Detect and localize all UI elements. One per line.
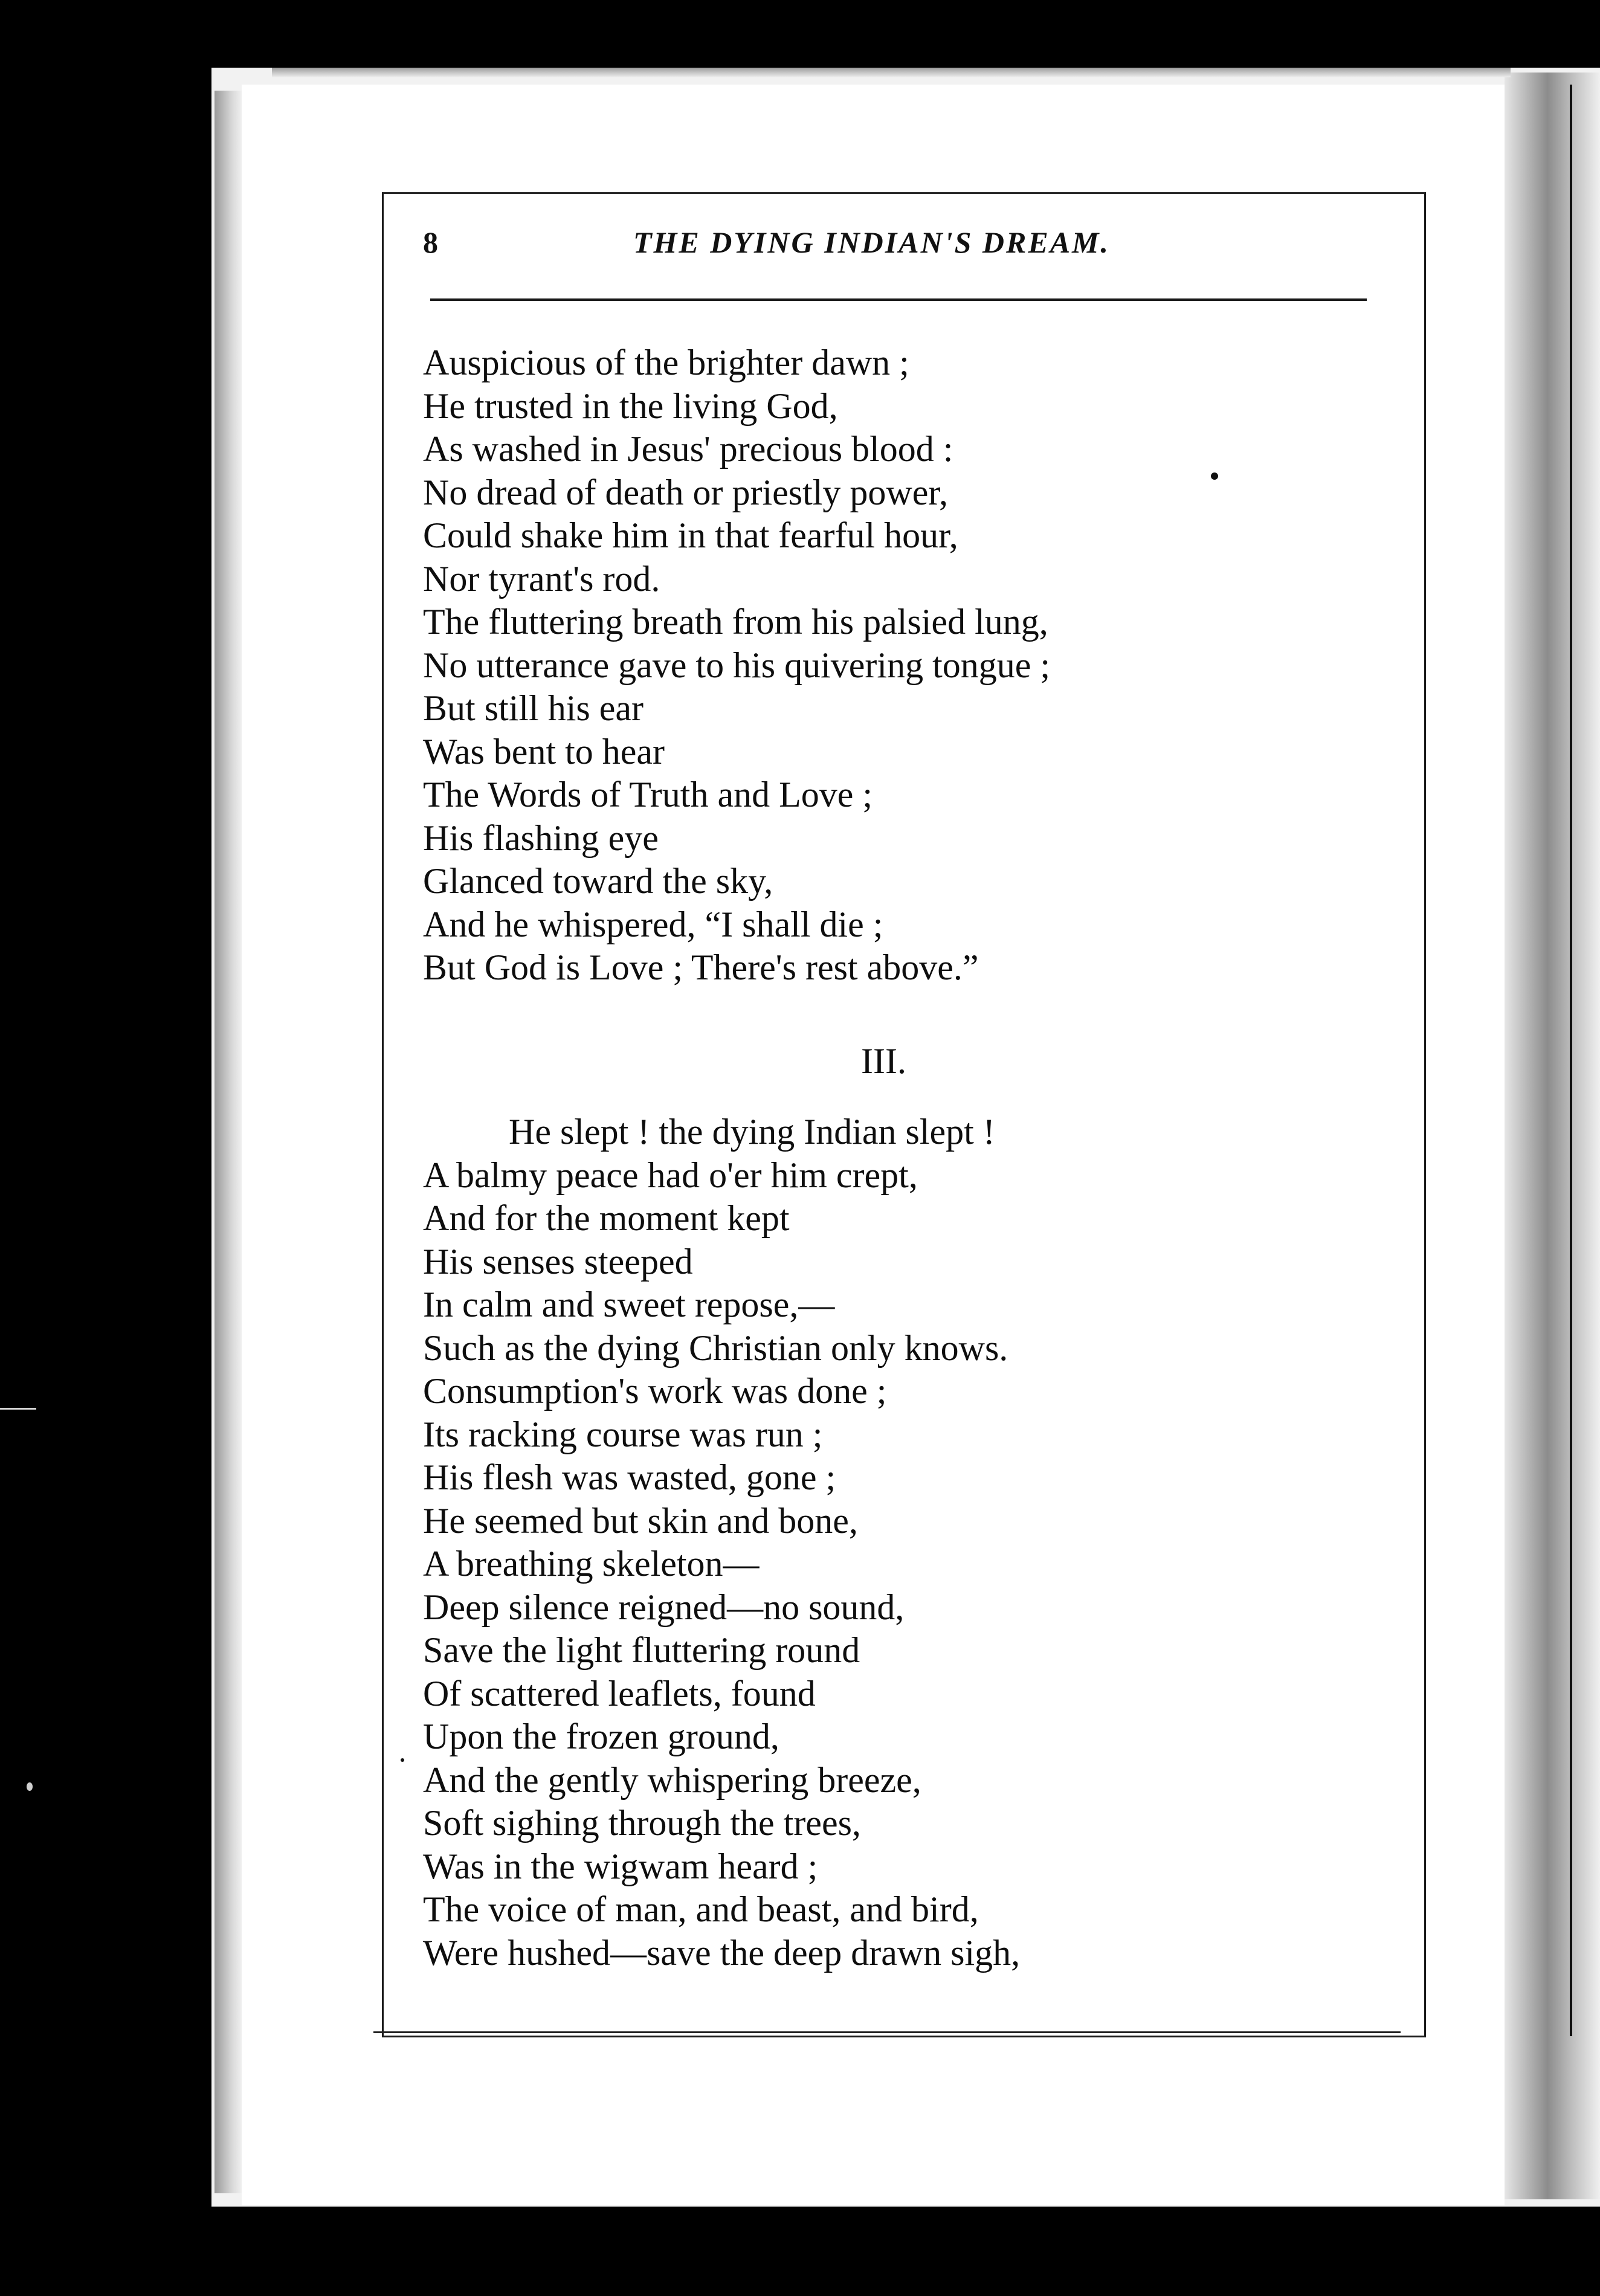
poem-stanza-three <box>423 1111 1269 1975</box>
poem-line: Its racking course was run ; <box>423 1414 823 1454</box>
poem-line: But God is Love ; There's rest above.” <box>423 947 979 987</box>
poem-line: Nor tyrant's rod. <box>423 558 660 599</box>
ink-speck <box>1211 472 1218 480</box>
left-margin-mark <box>0 1408 36 1410</box>
poem-line: He slept ! the dying Indian slept ! <box>509 1112 995 1152</box>
poem-line: Glanced toward the sky, <box>423 861 773 901</box>
poem-line: His flashing eye <box>423 817 659 858</box>
poem-line: Save the light fluttering round <box>423 1630 860 1670</box>
poem-line: And the gently whispering breeze, <box>423 1759 921 1800</box>
poem-line: Auspicious of the brighter dawn ; <box>423 343 909 382</box>
poem-line: Consumption's work was done ; <box>423 1371 887 1411</box>
right-edge-line <box>1570 85 1572 2036</box>
head-rule <box>430 298 1367 301</box>
poem-line: Of scattered leaflets, found <box>423 1673 816 1714</box>
poem-line: No utterance gave to his quivering tongue ; <box>423 645 1051 685</box>
poem-stanza-continued <box>423 341 1269 990</box>
poem-line: Was bent to hear <box>423 731 665 772</box>
poem-line: His flesh was wasted, gone ; <box>423 1457 836 1497</box>
ink-speck <box>27 1782 33 1791</box>
section-number: III. <box>861 1041 906 1081</box>
poem-line: Deep silence reigned—no sound, <box>423 1587 905 1627</box>
right-page-edge <box>1505 73 1600 2199</box>
binding-shadow <box>215 91 244 2193</box>
ink-speck <box>401 1758 404 1762</box>
poem-line: The voice of man, and beast, and bird, <box>423 1889 979 1929</box>
poem-line: The Words of Truth and Love ; <box>423 775 873 814</box>
poem-line: But still his ear <box>423 688 644 728</box>
poem-line: In calm and sweet repose,— <box>423 1285 835 1324</box>
poem-line: As washed in Jesus' precious blood : <box>423 429 953 469</box>
poem-line: Such as the dying Christian only knows. <box>423 1327 1008 1368</box>
top-edge-shadow <box>272 68 1511 77</box>
poem-line: Were hushed—save the deep drawn sigh, <box>423 1932 1021 1973</box>
poem-line: And he whispered, “I shall die ; <box>423 904 883 944</box>
poem-line: A breathing skeleton— <box>423 1544 760 1584</box>
running-title: THE DYING INDIAN'S DREAM. <box>633 225 1111 259</box>
poem-line: Could shake him in that fearful hour, <box>423 515 958 555</box>
poem-line: Was in the wigwam heard ; <box>423 1846 818 1886</box>
poem-line: He seemed but skin and bone, <box>423 1500 858 1541</box>
running-head <box>423 225 1196 273</box>
poem-line: He trusted in the living God, <box>423 385 838 426</box>
page-frame-bottom-rule <box>373 2031 1401 2033</box>
poem-line: Upon the frozen ground, <box>423 1717 779 1756</box>
page-number: 8 <box>423 225 438 259</box>
poem-line: No dread of death or priestly power, <box>423 472 948 512</box>
poem-line: A balmy peace had o'er him crept, <box>423 1155 918 1195</box>
poem-line: His senses steeped <box>423 1241 693 1282</box>
poem-line: The fluttering breath from his palsied lung, <box>423 602 1048 642</box>
poem-line: Soft sighing through the trees, <box>423 1803 861 1843</box>
poem-line: And for the moment kept <box>423 1198 790 1238</box>
